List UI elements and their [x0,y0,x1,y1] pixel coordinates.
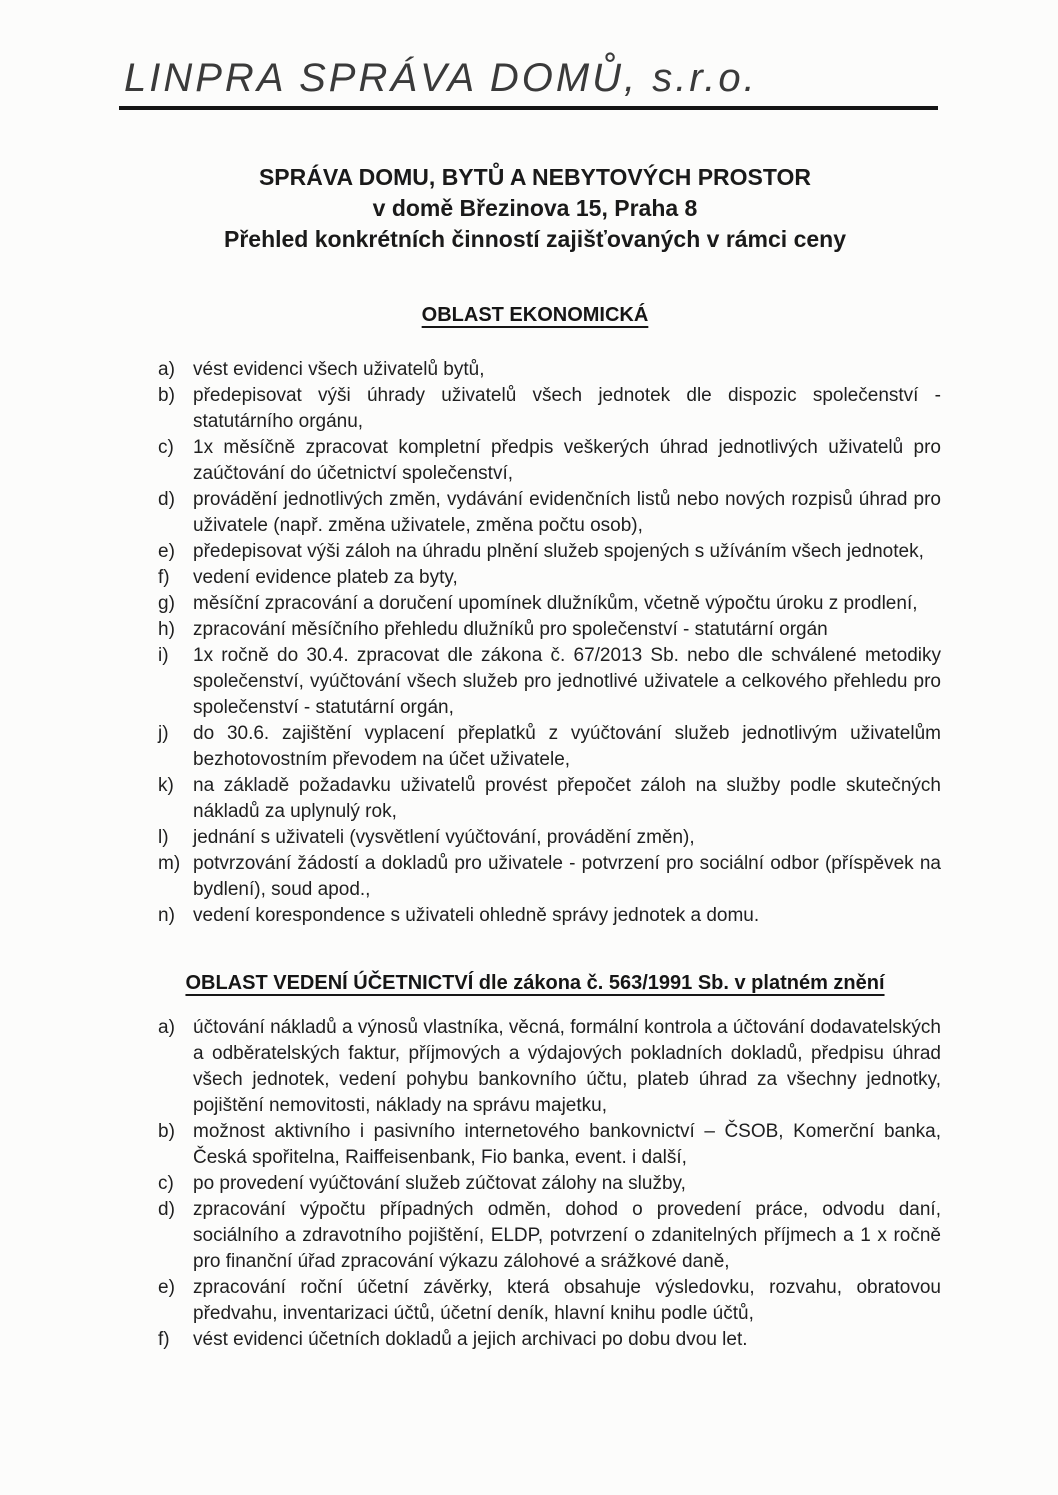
list-item [158,539,941,565]
list-item-label: e) [158,541,175,562]
list-item-label: c) [158,1173,174,1194]
list-item-label: n) [158,905,175,926]
list-item-label: g) [158,593,175,614]
list-item [158,1275,941,1327]
list-item-text: po provedení vyúčtování služeb zúčtovat zálohy na služby, [193,1173,686,1194]
list-item-text: provádění jednotlivých změn, vydávání evidenčních listů nebo nových rozpisů úhrad pro uživatele (např. změna uživatele, změna počtu osob), [193,489,941,536]
section-economic [120,304,950,327]
section-economic-heading: OBLAST EKONOMICKÁ [421,304,649,326]
list-item-text: možnost aktivního i pasivního internetového bankovnictví – ČSOB, Komerční banka, Česká spořitelna, Raiffeisenbank, Fio banka, event. i další, [193,1121,941,1168]
list-item-text: předepisovat výši úhrady uživatelů všech jednotek dle dispozic společenství - statutárního orgánu, [193,385,941,432]
list-item-text: vedení korespondence s uživateli ohledně správy jednotek a domu. [193,905,760,926]
section-accounting-heading: OBLAST VEDENÍ ÚČETNICTVÍ dle zákona č. 563/1991 Sb. v platném znění [185,972,885,994]
list-item [158,825,941,851]
document-title [120,162,950,255]
letterhead-divider-rule [119,106,938,110]
list-item-text: předepisovat výši záloh na úhradu plnění služeb spojených s užíváním všech jednotek, [193,541,924,562]
list-item-label: i) [158,645,169,666]
list-item-label: f) [158,567,170,588]
list-item-text: jednání s uživateli (vysvětlení vyúčtování, provádění změn), [193,827,695,848]
list-item [158,773,941,825]
list-item [158,565,941,591]
section-accounting [120,972,950,995]
list-item-label: b) [158,385,175,406]
list-item [158,903,941,929]
list-item-text: potvrzování žádostí a dokladů pro uživatele - potvrzení pro sociální odbor (příspěvek na bydlení), soud apod., [193,853,941,900]
list-item [158,357,941,383]
list-item-label: a) [158,359,175,380]
section-economic-list [158,357,941,929]
list-item-label: e) [158,1277,175,1298]
list-item-label: a) [158,1017,175,1038]
list-item [158,851,941,903]
list-item [158,1327,941,1353]
list-item-text: zpracování měsíčního přehledu dlužníků pro společenství - statutární orgán [193,619,828,640]
list-item-label: l) [158,827,169,848]
list-item-text: účtování nákladů a výnosů vlastníka, věcná, formální kontrola a účtování dodavatelských a odběratelských faktur, příjmových a výdajových pokladních dokladů, předpisu úhrad všech jednotek, vedení pohybu bankovního účtu, plateb úhrad za všechny jednotky, pojištění nemovitosti, náklady na správu majetku, [193,1017,941,1116]
list-item-text: zpracování výpočtu případných odměn, dohod o provedení práce, odvodu daní, sociálního a zdravotního pojištění, ELDP, potvrzení o zdanitelných příjmech a 1 x ročně pro finanční úřad zpracování výkazu zálohové a srážkové daně, [193,1199,941,1272]
list-item [158,591,941,617]
list-item [158,383,941,435]
list-item [158,643,941,721]
document-title-line1: SPRÁVA DOMU, BYTŮ A NEBYTOVÝCH PROSTOR [258,164,812,190]
list-item [158,1171,941,1197]
list-item-label: b) [158,1121,175,1142]
list-item-label: f) [158,1329,170,1350]
section-accounting-list [158,1015,941,1353]
list-item [158,721,941,773]
list-item-label: h) [158,619,175,640]
list-item-label: d) [158,489,175,510]
list-item-text: měsíční zpracování a doručení upomínek dlužníkům, včetně výpočtu úroku z prodlení, [193,593,918,614]
document-title-line3: Přehled konkrétních činností zajišťovaných v rámci ceny [223,226,847,252]
list-item-label: m) [158,853,181,874]
list-item-text: do 30.6. zajištění vyplacení přeplatků z vyúčtování služeb jednotlivým uživatelům bezhotovostním převodem na účet uživatele, [193,723,941,770]
list-item [158,435,941,487]
list-item [158,1119,941,1171]
list-item-text: 1x ročně do 30.4. zpracovat dle zákona č. 67/2013 Sb. nebo dle schválené metodiky společenství, vyúčtování všech služeb pro jednotlivé uživatele a celkového přehledu pro společenství - statutární orgán, [193,645,941,718]
list-item-text: na základě požadavku uživatelů provést přepočet záloh na služby podle skutečných nákladů za uplynulý rok, [193,775,941,822]
list-item [158,617,941,643]
list-item-label: d) [158,1199,175,1220]
list-item-text: vedení evidence plateb za byty, [193,567,458,588]
list-item-text: zpracování roční účetní závěrky, která obsahuje výsledovku, rozvahu, obratovou předvahu, inventarizaci účtů, účetní deník, hlavní knihu podle účtů, [193,1277,941,1324]
letterhead-company: LINPRA SPRÁVA DOMŮ, s.r.o. [124,56,758,100]
list-item-text: vést evidenci všech uživatelů bytů, [193,359,485,380]
list-item-label: c) [158,437,174,458]
list-item-text: 1x měsíčně zpracovat kompletní předpis veškerých úhrad jednotlivých uživatelů pro zaúčtování do účetnictví společenství, [193,437,941,484]
list-item-text: vést evidenci účetních dokladů a jejich archivaci po dobu dvou let. [193,1329,748,1350]
list-item-label: k) [158,775,174,796]
list-item [158,1015,941,1119]
document-title-line2: v domě Březinova 15, Praha 8 [372,195,698,221]
list-item [158,1197,941,1275]
list-item-label: j) [158,723,169,744]
list-item [158,487,941,539]
